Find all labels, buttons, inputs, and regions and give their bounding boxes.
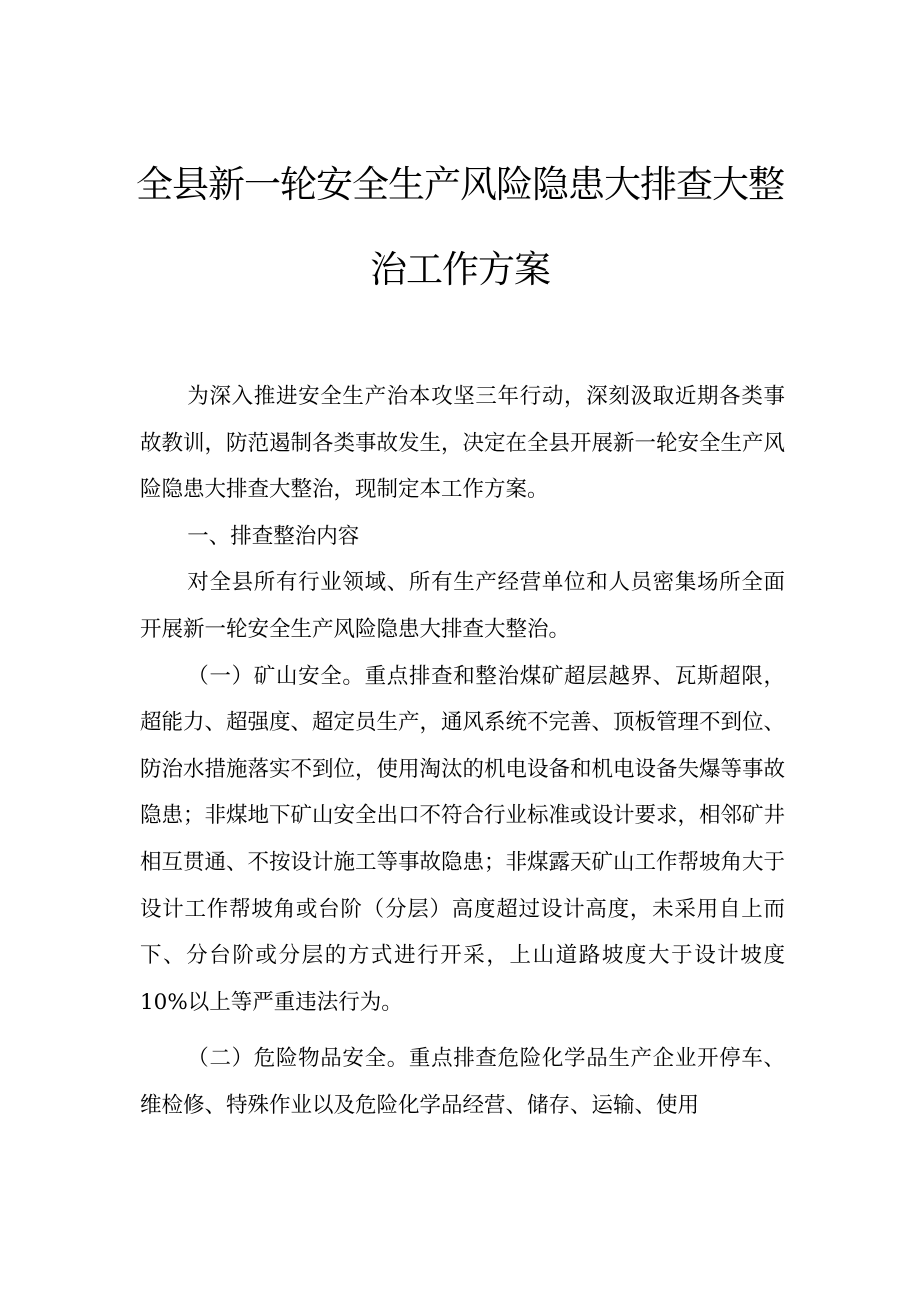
section-1-intro-paragraph: 对全县所有行业领域、所有生产经营单位和人员密集场所全面开展新一轮安全生产风险隐患大排查大整治。 [140,570,785,642]
document-title-line-2: 治工作方案 [370,248,550,291]
document-body [140,374,785,1130]
item-2-hazardous-goods-paragraph: （二）危险物品安全。重点排查危险化学品生产企业开停车、维检修、特殊作业以及危险化学品经营、储存、运输、使用 [140,1046,785,1118]
document-title-line-1: 全县新一轮安全生产风险隐患大排查大整 [136,163,784,206]
intro-paragraph: 为深入推进安全生产治本攻坚三年行动，深刻汲取近期各类事故教训，防范遏制各类事故发生，决定在全县开展新一轮安全生产风险隐患大排查大整治，现制定本工作方案。 [140,384,786,503]
item-1-mining-safety-paragraph: （一）矿山安全。重点排查和整治煤矿超层越界、瓦斯超限，超能力、超强度、超定员生产，通风系统不完善、顶板管理不到位、防治水措施落实不到位，使用淘汰的机电设备和机电设备失爆等事故隐患；非煤地下矿山安全出口不符合行业标准或设计要求，相邻矿井相互贯通、不按设计施工等事故隐患；非煤露天矿山工作帮坡角大于设计工作帮坡角或台阶（分层）高度超过设计高度，未采用自上而下、分台阶或分层的方式进行开采，上山道路坡度大于设计坡度10%以上等严重违法行为。 [140,663,786,1015]
section-heading-1: 一、排查整治内容 [187,523,360,549]
